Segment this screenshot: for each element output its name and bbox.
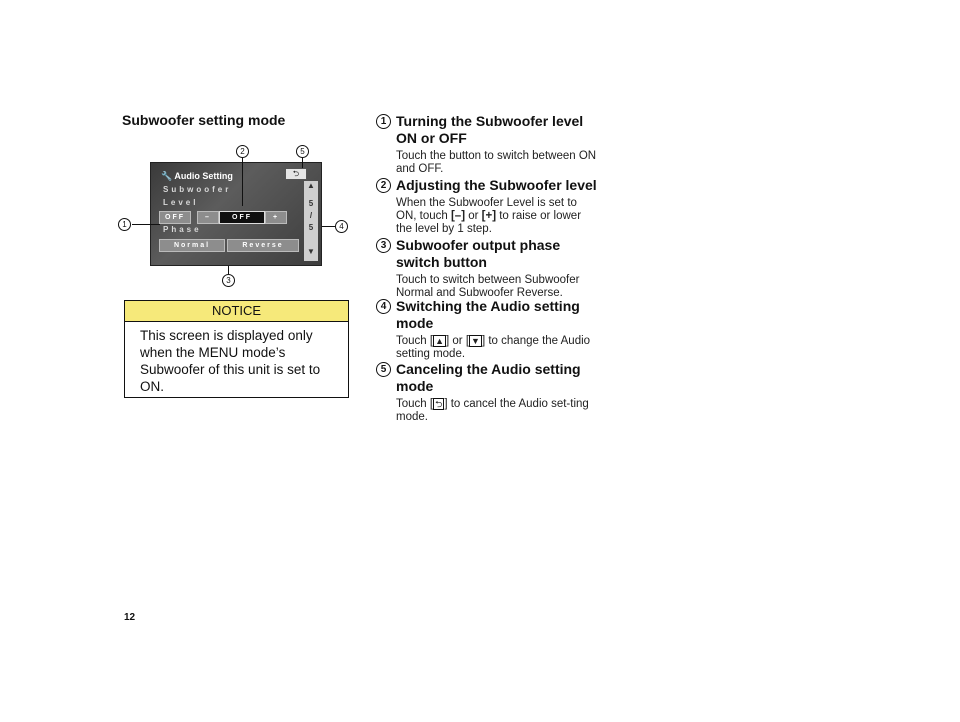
item-5-title: Canceling the Audio setting mode	[396, 361, 581, 394]
leader-line	[242, 158, 243, 206]
phase-label: Phase	[163, 225, 202, 234]
screen-figure	[110, 140, 350, 290]
down-arrow-icon[interactable]: ▼	[307, 247, 315, 256]
leader-line	[322, 226, 335, 227]
phase-reverse-button[interactable]: Reverse	[227, 239, 299, 252]
level-label: Level	[163, 198, 199, 207]
level-value-display: OFF	[219, 211, 265, 224]
number-1-icon: 1	[376, 114, 391, 129]
page-number: 12	[124, 612, 136, 623]
item-2-title: Adjusting the Subwoofer level	[396, 177, 597, 193]
mode-scroll-bar	[304, 181, 318, 261]
item-3	[376, 237, 598, 300]
up-arrow-icon[interactable]: ▲	[307, 181, 315, 190]
number-3-icon: 3	[376, 238, 391, 253]
return-arrow-icon: ⮌	[435, 399, 443, 409]
callout-2: 2	[236, 145, 249, 158]
mode-page-total: 5	[308, 223, 314, 232]
down-arrow-icon: ▼	[471, 336, 480, 346]
notice-box	[124, 300, 349, 398]
item-2	[376, 177, 598, 236]
level-plus-button[interactable]: +	[265, 211, 287, 224]
back-button[interactable]	[285, 168, 307, 180]
item-4	[376, 298, 598, 361]
callout-1: 1	[118, 218, 131, 231]
wrench-icon: 🔧	[161, 171, 175, 181]
item-5	[376, 361, 598, 424]
notice-heading: NOTICE	[125, 301, 348, 322]
mode-page-slash: /	[309, 211, 313, 220]
number-5-icon: 5	[376, 362, 391, 377]
leader-line	[228, 266, 229, 274]
up-arrow-icon: ▲	[435, 336, 445, 346]
callout-5: 5	[296, 145, 309, 158]
item-1-title: Turning the Subwoofer level ON or OFF	[396, 113, 584, 146]
subwoofer-off-button[interactable]: OFF	[159, 211, 191, 224]
number-2-icon: 2	[376, 178, 391, 193]
item-4-title: Switching the Audio setting mode	[396, 298, 580, 331]
mode-page-current: 5	[308, 199, 314, 208]
item-3-body: Touch to switch between Subwoofer Normal and Subwoofer Reverse.	[396, 274, 580, 299]
item-5-body: Touch [ ⮌ ] to cancel the Audio set-ting mode.	[396, 398, 589, 423]
callout-4: 4	[335, 220, 348, 233]
minus-button-ref: [–]	[450, 210, 466, 222]
return-arrow-icon: ⮌	[292, 169, 300, 178]
item-1	[376, 113, 598, 176]
level-minus-button[interactable]: –	[197, 211, 219, 224]
item-4-body: Touch [ ▲ ] or [ ▼ ] to change the Audio setting mode.	[396, 335, 591, 360]
number-4-icon: 4	[376, 299, 391, 314]
item-1-body: Touch the button to switch between ON and OFF.	[396, 150, 597, 175]
item-2-body: When the Subwoofer Level is set to ON, touch [–] or [+] to raise or lower the level by 1 step.	[396, 197, 582, 235]
phase-normal-button[interactable]: Normal	[159, 239, 225, 252]
plus-button-ref: [+]	[481, 210, 497, 222]
subwoofer-label: Subwoofer	[163, 185, 232, 194]
leader-line	[302, 158, 303, 168]
audio-setting-screen	[150, 162, 322, 266]
screen-title: 🔧 Audio Setting	[161, 171, 233, 181]
item-3-title: Subwoofer output phase switch button	[396, 237, 561, 270]
callout-3: 3	[222, 274, 235, 287]
leader-line	[132, 224, 160, 225]
section-title: Subwoofer setting mode	[122, 112, 286, 128]
notice-body: This screen is displayed only when the MENU mode’s Subwoofer of this unit is set to ON.	[140, 328, 321, 394]
